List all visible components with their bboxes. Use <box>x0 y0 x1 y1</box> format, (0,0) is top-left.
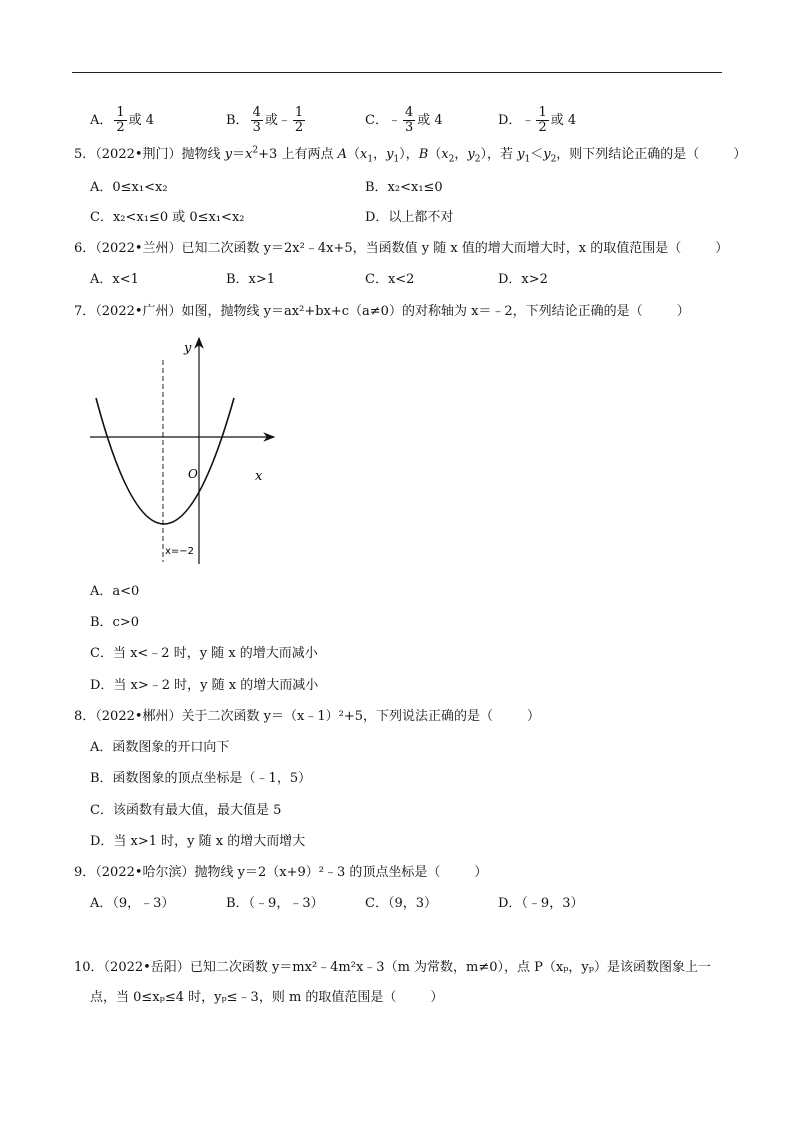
q9-option-a: A．（9，﹣3） <box>90 896 175 911</box>
origin-label: O <box>188 467 198 481</box>
q6-option-c: C．x<2 <box>365 272 415 287</box>
q6-option-a: A．x<1 <box>90 272 139 287</box>
parabola-graph <box>84 332 284 568</box>
q7-option-b: B．c>0 <box>90 615 139 630</box>
q8-option-c: C．该函数有最大值，最大值是 5 <box>90 803 282 818</box>
q5-option-d: D．以上都不对 <box>365 210 454 225</box>
q9-option-d: D．（﹣9，3） <box>498 896 584 911</box>
q7-option-d: D．当 x>﹣2 时，y 随 x 的增大而减小 <box>90 678 319 693</box>
q6-option-d: D．x>2 <box>498 272 548 287</box>
q4-option-c: C．﹣ $\frac{4}{3}$ 或 4 <box>365 105 443 135</box>
q5-stem: 5．（2022•荆门）抛物线 $y=x^2+3$ 上有两点 $A(x_1$，$y_1$），$B(x_2$，$y_2$），若 $y_1<y_2$，则下列结论正确的是（ ） <box>74 145 747 165</box>
q7-option-a: A．a<0 <box>90 584 140 599</box>
q4-option-a: A． $\frac{1}{2}$ 或 4 <box>90 105 155 135</box>
q8-stem: 8．（2022•郴州）关于二次函数 y＝（x﹣1）²+5，下列说法正确的是（ ） <box>74 709 541 724</box>
q10-stem-line1: 10．（2022•岳阳）已知二次函数 y＝mx²﹣4m²x﹣3（m 为常数，m≠0），点 P（xₚ，yₚ）是该函数图象上一 <box>74 960 711 975</box>
q4-option-d: D．﹣ $\frac{1}{2}$ 或 4 <box>498 105 577 135</box>
q8-option-a: A．函数图象的开口向下 <box>90 740 230 755</box>
q9-stem: 9．（2022•哈尔滨）抛物线 y＝2（x+9）²﹣3 的顶点坐标是（ ） <box>74 865 488 880</box>
q6-stem: 6．（2022•兰州）已知二次函数 y＝2x²﹣4x+5，当函数值 y 随 x 值的增大而增大时，x 的取值范围是（ ） <box>74 241 729 256</box>
x-axis-label: x <box>255 469 263 484</box>
q6-option-b: B．x>1 <box>226 272 276 287</box>
q10-stem-line2: 点，当 0≤xₚ≤4 时，yₚ≤﹣3，则 m 的取值范围是（ ） <box>90 990 444 1005</box>
q5-option-a: A．0≤x₁<x₂ <box>90 180 168 195</box>
q8-option-b: B．函数图象的顶点坐标是（﹣1，5） <box>90 771 312 786</box>
q9-option-c: C．（9，3） <box>365 896 437 911</box>
y-axis-label: y <box>184 341 192 356</box>
q7-stem: 7．（2022•广州）如图，抛物线 y＝ax²+bx+c（a≠0）的对称轴为 x＝﹣2，下列结论正确的是（ ） <box>74 304 690 319</box>
parabola-curve <box>96 398 234 524</box>
header-rule <box>72 72 722 73</box>
q4-option-b: B． $\frac{4}{3}$ 或﹣ $\frac{1}{2}$ <box>226 105 304 135</box>
q9-option-b: B．（﹣9，﹣3） <box>226 896 324 911</box>
q5-option-b: B．x₂<x₁≤0 <box>365 180 443 195</box>
q8-option-d: D．当 x>1 时，y 随 x 的增大而增大 <box>90 834 306 849</box>
q5-option-c: C．x₂<x₁≤0 或 0≤x₁<x₂ <box>90 210 245 225</box>
symmetry-axis-label: x=−2 <box>165 546 195 557</box>
q7-option-c: C．当 x<﹣2 时，y 随 x 的增大而减小 <box>90 646 318 661</box>
